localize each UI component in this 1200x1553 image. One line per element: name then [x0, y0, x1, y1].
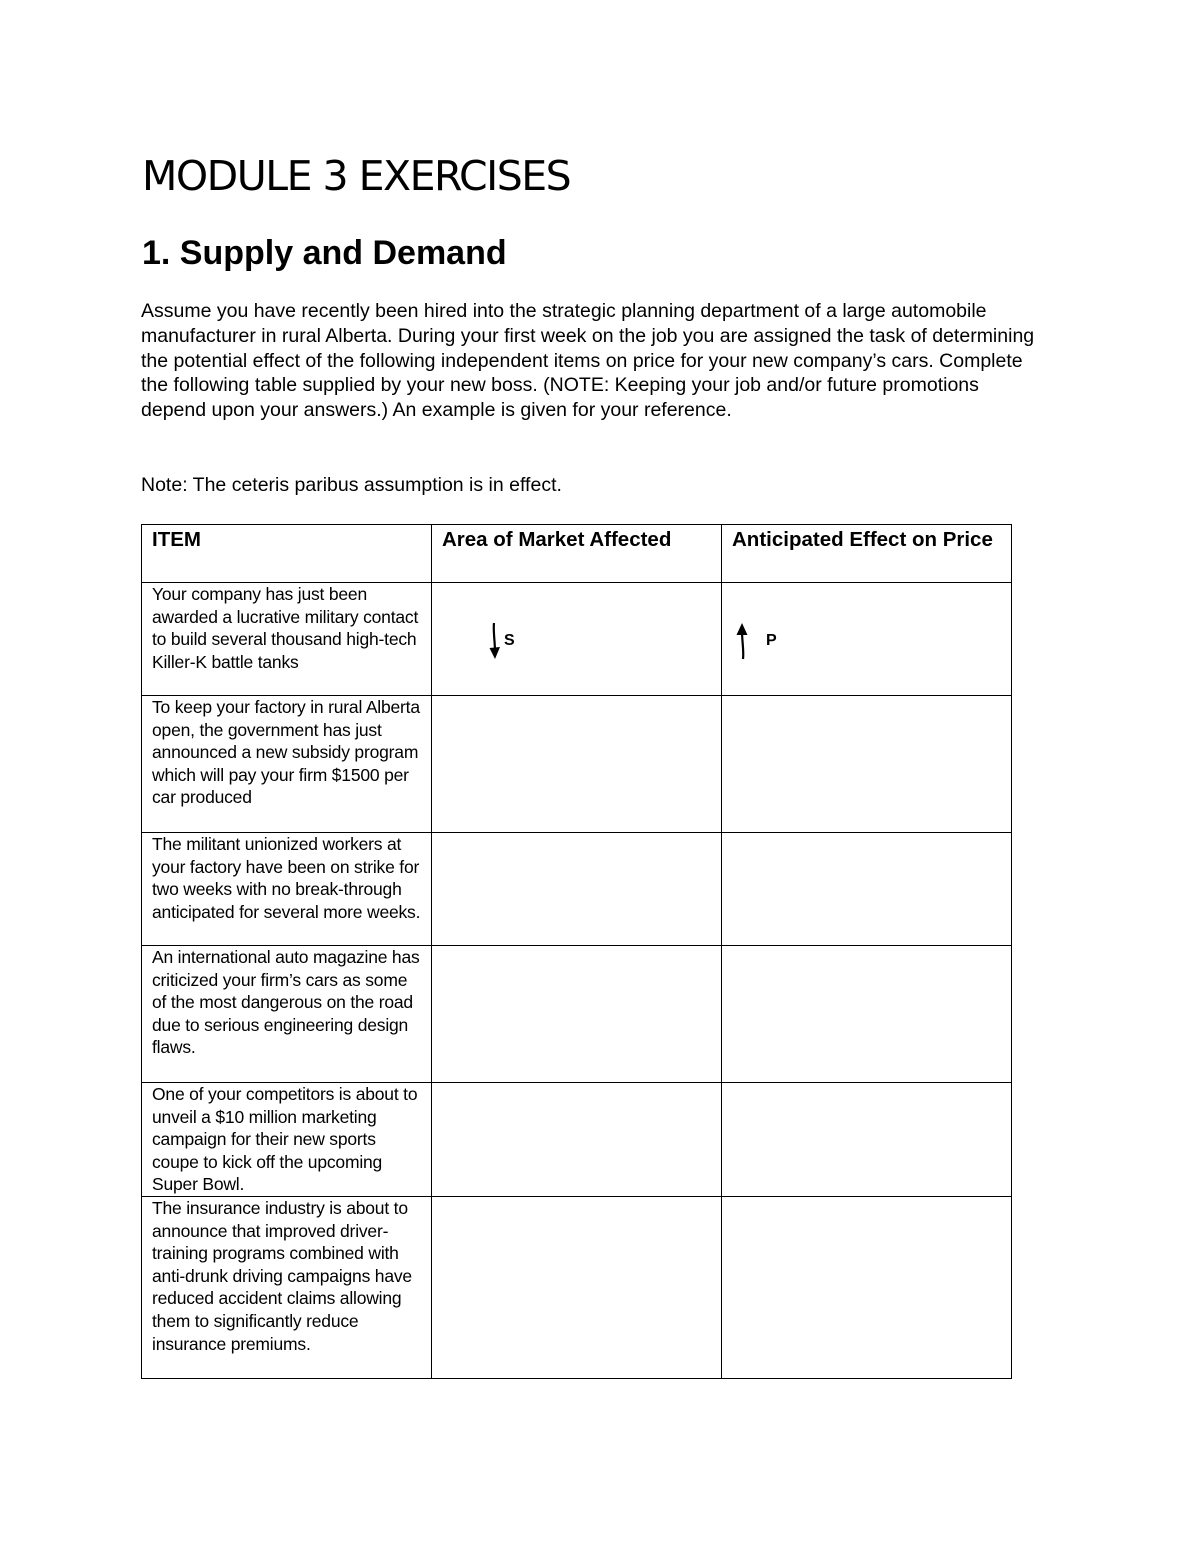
item-cell: To keep your factory in rural Alberta open, the government has just announced a new subsidy program which will pay your firm $1500 per car produced — [142, 696, 432, 833]
table-row — [142, 583, 1012, 696]
area-answer-cell[interactable] — [432, 946, 722, 1083]
effect-answer-cell[interactable] — [722, 833, 1012, 946]
table-row — [142, 1083, 1012, 1197]
price-letter: P — [766, 632, 777, 649]
note-text: Note: The ceteris paribus assumption is in effect. — [141, 474, 562, 496]
area-answer-cell[interactable] — [432, 1196, 722, 1378]
table-row — [142, 696, 1012, 833]
example-price-mark — [732, 621, 777, 661]
effect-answer-cell[interactable] — [722, 946, 1012, 1083]
area-answer-cell[interactable] — [432, 583, 722, 696]
exercise-table — [141, 524, 1012, 1379]
table-header-row — [142, 525, 1012, 583]
table-row — [142, 833, 1012, 946]
area-answer-cell[interactable] — [432, 1083, 722, 1197]
effect-answer-cell[interactable] — [722, 583, 1012, 696]
effect-answer-cell[interactable] — [722, 1196, 1012, 1378]
intro-paragraph: Assume you have recently been hired into the strategic planning department of a large automobile manufacturer in rural Alberta. During your first week on the job you are assigned the task of determining the potential effect of the following independent items on price for your new company’s cars. Complete the following table supplied by your new boss. (NOTE: Keeping your job and/or future promotions depend upon your answers.) An example is given for your reference. — [141, 300, 1035, 422]
item-cell: The militant unionized workers at your factory have been on strike for two weeks with no break-through anticipated for several more weeks. — [142, 833, 432, 946]
arrow-up-icon — [732, 621, 754, 661]
area-answer-cell[interactable] — [432, 833, 722, 946]
effect-answer-cell[interactable] — [722, 1083, 1012, 1197]
page-title: MODULE 3 EXERCISES — [142, 152, 571, 200]
header-anticipated-effect-on-price: Anticipated Effect on Price — [722, 525, 1012, 583]
supply-letter: S — [504, 632, 515, 649]
table-row — [142, 946, 1012, 1083]
item-cell: An international auto magazine has criticized your firm’s cars as some of the most dangerous on the road due to serious engineering design flaws. — [142, 946, 432, 1083]
effect-answer-cell[interactable] — [722, 696, 1012, 833]
area-answer-cell[interactable] — [432, 696, 722, 833]
table-row — [142, 1196, 1012, 1378]
header-area-of-market-affected: Area of Market Affected — [432, 525, 722, 583]
item-cell: Your company has just been awarded a lucrative military contact to build several thousand high-tech Killer-K battle tanks — [142, 583, 432, 696]
item-cell: One of your competitors is about to unveil a $10 million marketing campaign for their new sports coupe to kick off the upcoming Super Bowl. — [142, 1083, 432, 1197]
header-item: ITEM — [142, 525, 432, 583]
arrow-down-icon — [486, 621, 504, 661]
section-heading: 1. Supply and Demand — [142, 234, 507, 272]
item-cell: The insurance industry is about to announce that improved driver-training programs combined with anti-drunk driving campaigns have reduced accident claims allowing them to significantly reduce insurance premiums. — [142, 1196, 432, 1378]
example-supply-mark — [486, 621, 515, 661]
